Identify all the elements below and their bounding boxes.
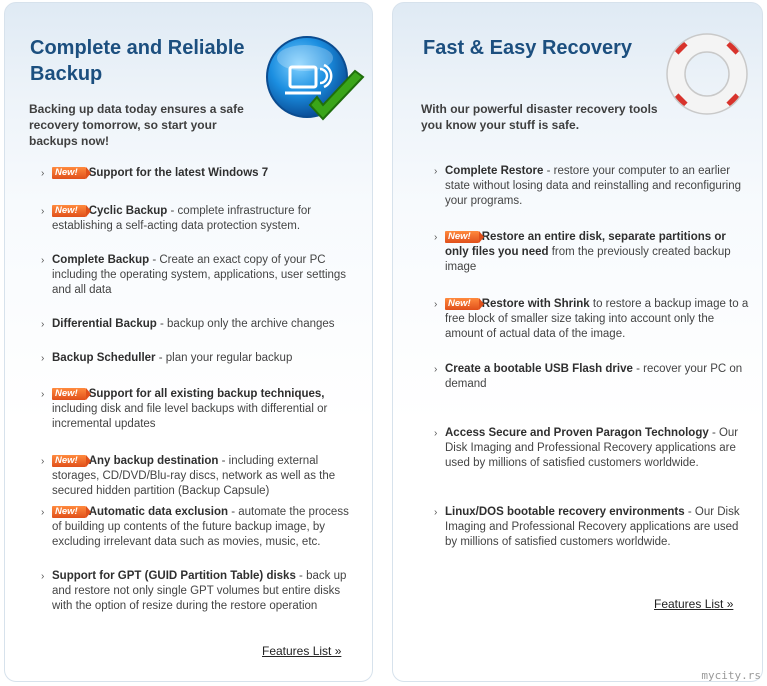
feature-description: from the previously created backup image	[445, 246, 731, 273]
feature-item	[41, 454, 354, 499]
new-badge: New!	[52, 388, 86, 400]
feature-title: Create a bootable USB Flash drive	[445, 363, 633, 375]
backup-features-list-link[interactable]: Features List »	[262, 644, 342, 658]
feature-item	[41, 569, 354, 614]
bullet-icon: ›	[434, 166, 438, 177]
feature-item	[41, 317, 354, 332]
recovery-panel	[392, 2, 763, 682]
bullet-icon: ›	[434, 232, 438, 243]
feature-description: - backup only the archive changes	[156, 318, 335, 330]
feature-title: Complete Backup	[52, 254, 150, 266]
watermark: mycity.rs	[701, 669, 761, 682]
feature-title: Cyclic Backup	[88, 205, 168, 217]
backup-panel-title: Complete and Reliable Backup	[30, 37, 245, 85]
bullet-icon: ›	[434, 428, 438, 439]
feature-title: Backup Scheduller	[52, 352, 156, 364]
feature-description: - Our Disk Imaging and Professional Recovery applications are used by millions of satisfied customers worldwide.	[445, 427, 739, 469]
bullet-icon: ›	[434, 507, 438, 518]
bullet-icon: ›	[41, 255, 45, 266]
feature-item	[434, 362, 751, 392]
feature-description: - restore your computer to an earlier state without losing data and reinstalling and reconfiguring your programs.	[445, 165, 741, 207]
backup-checkmark-icon	[265, 33, 367, 138]
new-badge: New!	[52, 205, 86, 217]
backup-intro: Backing up data today ensures a safe recovery tomorrow, so start your backups now!	[29, 102, 244, 148]
feature-item	[434, 230, 751, 275]
feature-title: Restore an entire disk, separate partitions or only files you need	[445, 231, 726, 258]
bullet-icon: ›	[41, 353, 45, 364]
new-badge: New!	[445, 298, 479, 310]
feature-description: - Our Disk Imaging and Professional Recovery applications are used by millions of satisfied customers worldwide.	[445, 506, 740, 548]
feature-title: Differential Backup	[52, 318, 157, 330]
bullet-icon: ›	[41, 206, 45, 217]
feature-item	[434, 164, 751, 209]
bullet-icon: ›	[434, 299, 438, 310]
backup-panel	[4, 2, 373, 682]
feature-description: including disk and file level backups with differential or incremental updates	[52, 403, 328, 430]
feature-description: to restore a backup image to a free block of smaller size taking into account only the amount of actual data of the image.	[445, 298, 749, 340]
feature-item	[41, 505, 354, 550]
feature-title: Support for the latest Windows 7	[88, 167, 269, 179]
bullet-icon: ›	[41, 319, 45, 330]
feature-item	[434, 505, 751, 550]
bullet-icon: ›	[434, 364, 438, 375]
feature-title: Restore with Shrink	[481, 298, 590, 310]
feature-title: Access Secure and Proven Paragon Technology	[445, 427, 709, 439]
feature-title: Support for all existing backup techniques,	[88, 388, 325, 400]
feature-title: Complete Restore	[445, 165, 544, 177]
new-badge: New!	[52, 167, 86, 179]
feature-title: Any backup destination	[88, 455, 219, 467]
feature-item	[434, 426, 751, 471]
bullet-icon: ›	[41, 389, 45, 400]
feature-item	[41, 351, 354, 366]
feature-title: Support for GPT (GUID Partition Table) disks	[52, 570, 296, 582]
new-badge: New!	[52, 506, 86, 518]
feature-description: - recover your PC on demand	[445, 363, 743, 390]
recovery-features-list-link[interactable]: Features List »	[654, 597, 734, 611]
recovery-panel-title: Fast & Easy Recovery	[423, 37, 633, 59]
bullet-icon: ›	[41, 507, 45, 518]
feature-description: - plan your regular backup	[155, 352, 293, 364]
feature-description: - complete infrastructure for establishing a self-acting data protection system.	[52, 205, 312, 232]
bullet-icon: ›	[41, 456, 45, 467]
feature-title: Linux/DOS bootable recovery environments	[445, 506, 685, 518]
feature-description: - including external storages, CD/DVD/Blu-ray discs, network as well as the secured hidden partition (Backup Capsule)	[52, 455, 336, 497]
feature-description: - Create an exact copy of your PC including the operating system, applications, user settings and all data	[52, 254, 347, 296]
lifebuoy-icon	[663, 30, 751, 123]
feature-item	[41, 166, 354, 181]
feature-item	[41, 387, 354, 432]
feature-description: - back up and restore not only single GPT volumes but entire disks with the option of resize during the restore operation	[52, 570, 347, 612]
feature-description: - automate the process of building up contents of the future backup image, by excluding irrelevant data such as movies, music, etc.	[52, 506, 349, 548]
new-badge: New!	[445, 231, 479, 243]
new-badge: New!	[52, 455, 86, 467]
feature-item	[434, 297, 751, 342]
recovery-intro: With our powerful disaster recovery tools you know your stuff is safe.	[421, 102, 658, 132]
bullet-icon: ›	[41, 168, 45, 179]
feature-title: Automatic data exclusion	[88, 506, 229, 518]
feature-item	[41, 204, 354, 234]
bullet-icon: ›	[41, 571, 45, 582]
feature-item	[41, 253, 354, 298]
